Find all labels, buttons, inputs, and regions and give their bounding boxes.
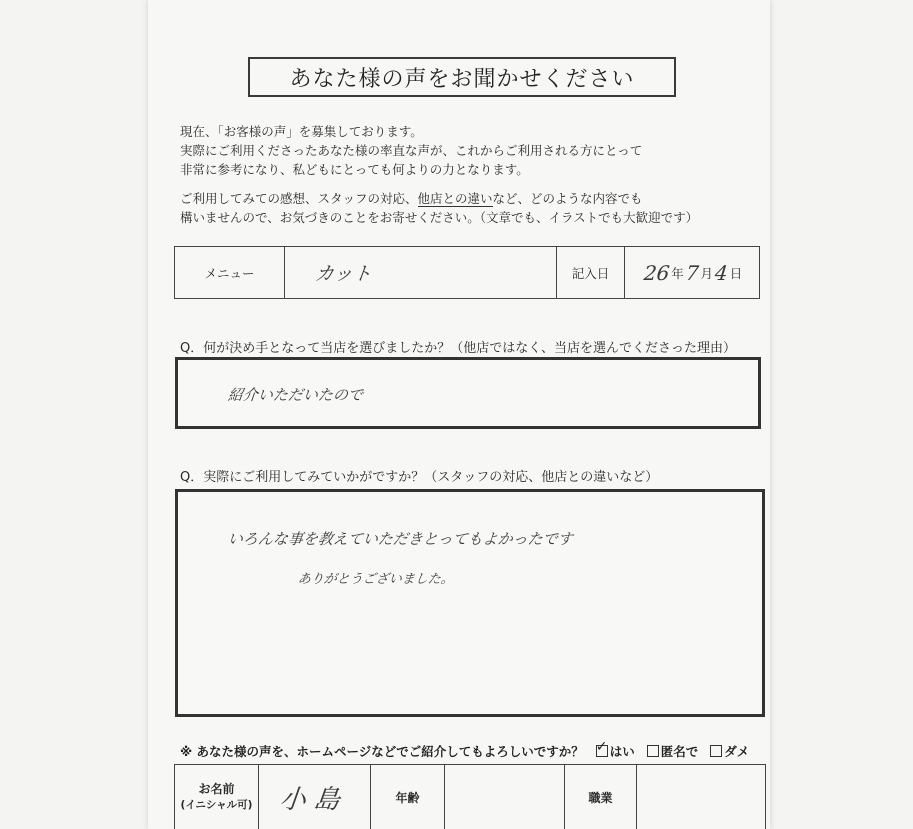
intro-line: 実際にご利用くださったあなた様の率直な声が、これからご利用される方にとって [180, 143, 643, 158]
date-year: 26 [642, 260, 671, 285]
checkbox-icon[interactable] [647, 745, 659, 757]
answer-experience-box[interactable] [175, 489, 765, 717]
page-title: あなた様の声をお聞かせください [248, 57, 676, 97]
age-field[interactable] [445, 765, 565, 829]
menu-value: カット [313, 263, 373, 285]
date-day: 4 [713, 260, 729, 285]
date-label: 記入日 [557, 247, 625, 298]
date-month: 7 [684, 260, 700, 285]
consent-text: ※ あなた様の声を、ホームページなどでご紹介してもよろしいですか？ [180, 744, 584, 759]
answer-reason-box[interactable] [175, 357, 761, 429]
answer-experience-line: ありがとうございました。 [297, 572, 455, 587]
consent-option-anonymous[interactable]: 匿名で [647, 742, 699, 760]
job-field[interactable] [637, 765, 765, 829]
name-value: 小島 [278, 784, 350, 815]
checkbox-icon[interactable] [710, 745, 722, 757]
name-label: お名前 (イニシャル可) [175, 765, 259, 829]
answer-experience-line: いろんな事を教えていただきとってもよかったです [227, 530, 574, 548]
job-label: 職業 [565, 765, 637, 829]
menu-date-table [174, 246, 760, 299]
date-field[interactable]: 26 年 7 月 4 日 [642, 260, 743, 285]
menu-label: メニュー [175, 247, 285, 298]
intro-text [180, 122, 760, 227]
question-reason: Q．何が決め手となって当店を選びましたか？（他店ではなく、当店を選んでくださった理由） [180, 341, 736, 356]
consent-option-no[interactable]: ダメ [710, 742, 749, 760]
menu-field[interactable] [285, 247, 557, 298]
intro-line: 構いませんので、お気づきのことをお寄せください。（文章でも、イラストでも大歓迎です） [180, 210, 699, 225]
answer-reason-text: 紹介いただいたので [227, 386, 364, 404]
profile-table [174, 764, 766, 829]
intro-line: ご利用してみての感想、スタッフの対応、他店との違いなど、どのような内容でも [180, 191, 643, 206]
question-experience: Q．実際にご利用してみていかがですか？（スタッフの対応、他店との違いなど） [180, 470, 659, 485]
age-label: 年齢 [371, 765, 445, 829]
intro-line: 現在、「お客様の声」を募集しております。 [180, 124, 423, 139]
consent-option-yes[interactable]: ✓ はい [596, 742, 635, 760]
consent-row [180, 742, 749, 760]
underlined-text: 他店との違い [417, 191, 493, 206]
name-field[interactable] [259, 765, 371, 829]
checkbox-checked-icon[interactable] [596, 745, 608, 757]
intro-line: 非常に参考になり、私どもにとっても何よりの力となります。 [180, 162, 529, 177]
